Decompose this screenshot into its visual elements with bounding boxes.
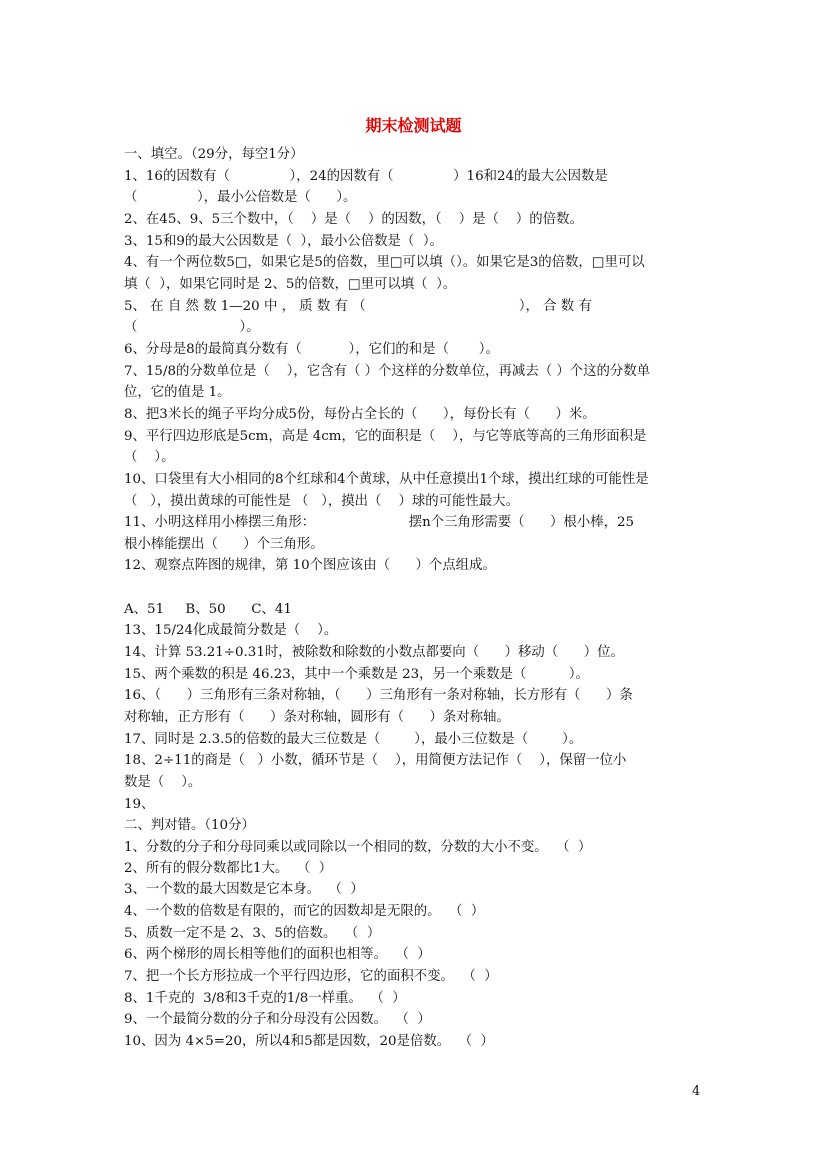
text-line: （ ），摸出黄球的可能性是 （ ），摸出（ ）球的可能性最大。: [124, 494, 519, 509]
text-line: （ ），最小公倍数是（ ）。: [124, 190, 357, 205]
text-line: 19、: [124, 797, 155, 812]
text-line: 3、15和9的最大公因数是（ ），最小公倍数是（ ）。: [124, 234, 443, 249]
text-line: 3、一个数的最大因数是它本身。 （ ）: [124, 882, 364, 897]
text-line: （ ）。: [124, 320, 260, 335]
text-line: 9、平行四边形底是5cm，高是 4cm，它的面积是（ ），与它等底等高的三角形面积是: [124, 429, 647, 444]
page-number: 4: [692, 1084, 701, 1099]
text-line: 9、一个最简分数的分子和分母没有公因数。 （ ）: [124, 1012, 431, 1027]
page-title: 期末检测试题: [365, 116, 462, 135]
text-line: 10、因为 4×5=20，所以4和5都是因数，20是倍数。 （ ）: [124, 1034, 494, 1049]
text-line: 1、16的因数有（ ），24的因数有（ ）16和24的最大公因数是: [124, 169, 608, 184]
text-line: 填（ ），如果它同时是 2、5的倍数，□里可以填（ ）。: [124, 277, 457, 292]
text-line: 18、2÷11的商是（ ）小数，循环节是（ ），用简便方法记作（ ），保留一位小: [124, 753, 627, 768]
text-line: 数是（ ）。: [124, 775, 202, 790]
text-line: （ ）。: [124, 450, 175, 465]
text-line: 2、所有的假分数都比1大。 （ ）: [124, 861, 333, 876]
text-line: 17、同时是 2.3.5的倍数的最大三位数是（ ），最小三位数是（ ）。: [124, 732, 583, 747]
text-line: 位，它的值是 1。: [124, 385, 231, 400]
text-line: 16、（ ）三角形有三条对称轴，（ ）三角形有一条对称轴，长方形有（ ）条: [124, 688, 633, 703]
text-line: 5、质数一定不是 2、3、5的倍数。 （ ）: [124, 926, 381, 941]
text-line: 2、在45、9、5三个数中，（ ）是（ ）的因数，（ ）是（ ）的倍数。: [124, 212, 583, 227]
text-line: 6、分母是8的最简真分数有（ ），它们的和是（ ）。: [124, 342, 499, 357]
text-line: 12、观察点阵图的规律，第 10个图应该由（ ）个点组成。: [124, 558, 496, 573]
text-line: 4、有一个两位数5□，如果它是5的倍数，里□可以填（）。如果它是3的倍数，□里可以: [124, 255, 645, 270]
text-line: 1、分数的分子和分母同乘以或同除以一个相同的数，分数的大小不变。 （ ）: [124, 840, 592, 855]
text-line: 11、小明这样用小棒摆三角形： 摆n个三角形需要（ ）根小棒，25: [124, 515, 635, 530]
text-line: 一、填空。（29分，每空1分）: [124, 147, 304, 162]
text-line: 6、两个梯形的周长相等他们的面积也相等。 （ ）: [124, 947, 431, 962]
text-line: 对称轴，正方形有（ ）条对称轴，圆形有（ ）条对称轴。: [124, 710, 510, 725]
text-line: 15、两个乘数的积是 46.23，其中一个乘数是 23，另一个乘数是（ ）。: [124, 667, 589, 682]
text-line: 8、1千克的 3/8和3千克的1/8一样重。 （ ）: [124, 991, 406, 1006]
text-line: 7、15/8的分数单位是（ ），它含有（ ）个这样的分数单位，再减去（ ）个这的分数单: [124, 364, 651, 379]
text-line: 13、15/24化成最简分数是（ ）。: [124, 623, 338, 638]
text-line: 10、口袋里有大小相同的8个红球和4个黄球，从中任意摸出1个球，摸出红球的可能性是: [124, 472, 649, 487]
text-line: 8、把3米长的绳子平均分成5份，每份占全长的（ ），每份长有（ ）米。: [124, 407, 596, 422]
text-line: 根小棒能摆出（ ）个三角形。: [124, 537, 324, 552]
text-line: 7、把一个长方形拉成一个平行四边形，它的面积不变。 （ ）: [124, 969, 498, 984]
text-line: 5、 在 自 然 数 1—20 中 ， 质 数 有 （ ）， 合 数 有: [124, 299, 592, 314]
text-line: A、51 B、50 C、41: [124, 602, 292, 617]
text-line: 4、一个数的倍数是有限的，而它的因数却是无限的。 （ ）: [124, 904, 485, 919]
text-line: 14、计算 53.21÷0.31时，被除数和除数的小数点都要向（ ）移动（ ）位。: [124, 645, 624, 660]
text-line: 二、判对错。（10分）: [124, 818, 255, 833]
